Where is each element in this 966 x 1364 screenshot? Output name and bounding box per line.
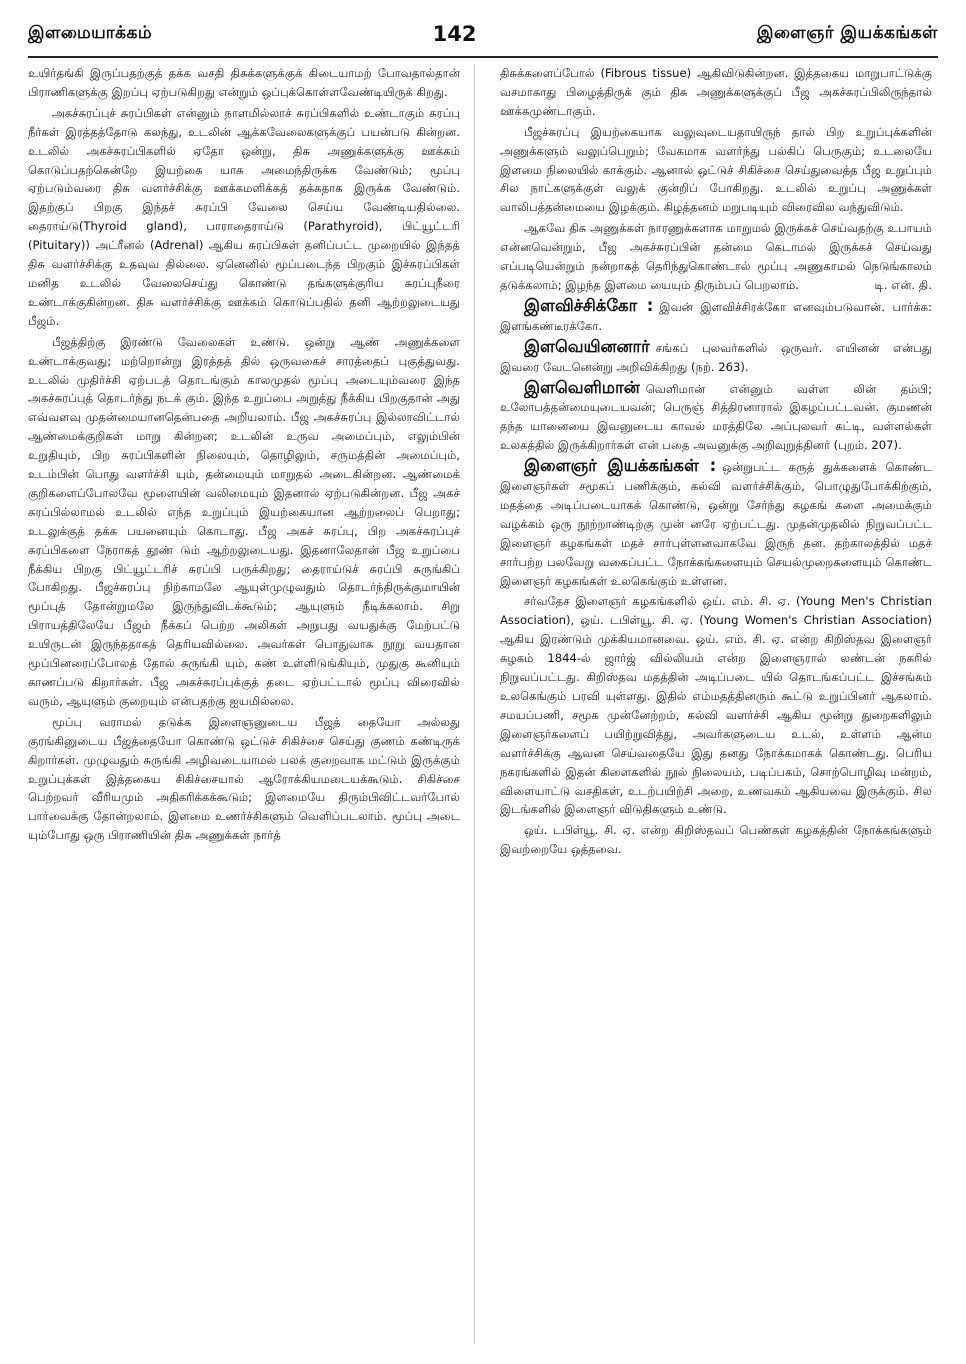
running-head-right: இளைஞர் இயக்கங்கள் <box>757 23 938 43</box>
paragraph: அகச்சுரப்புச் சுரப்பிகள் என்னும் நாளமில்லாச் சுரப்பிகளில் உண்டாகும் சுரப்பு நீர்கள் இரத்தத்தோடு கலந்து, உடலின் ஆக்கவேலைகளுக்குப் பயன்படு கின்றன. உடலில் அகச்சுரப்பிகளில் ஏதோ ஒன்று, திசு அணுக்களுக்கு ஊக்கம் கொடுப்பதற்கென்றே இயற்கை யாக அமைந்திருக்க வேண்டும்; மூப்பு ஏற்படும்வரை திசு வளர்ச்சிக்கு ஊக்கமளிக்கத் தக்கதாக இருக்க வேண்டும். இதற்குப் பிறகு இந்தச் சுரப்பி வேலை செய்ய வேண்டியதில்லை. தைராய்டு(Thyroid gland), பாராதைராய்டு (Parathyroid), பிட்யூட்டரி (Pituitary)) அட்ரீனல் (Adrenal) ஆகிய சுரப்பிகள் தனிப்பட்ட முறையில் இந்தத் திசு வளர்ச்சிக்கு உதவுவ தில்லை. ஏனெனில் மூப்படைந்த பிறகும் இச்சுரப்பிகள் மனித உடலில் வேலைசெய்து கொண்டு தங்களுக்குரிய சுரப்புநீரை உண்டாக்குகின்றன. திசு வளர்ச்சிக்கு ஊக்கம் கொடுப்பதில் தனி ஆற்றலுடையது பீஜம். <box>28 105 460 328</box>
paragraph: சர்வதேச இளைஞர் கழகங்களில் ஒய். எம். சி. ஏ. (Young Men's Christian Association), ஒய். டபிள்யூ. சி. ஏ. (Young Women's Christian Association) ஆகிய இரண்டும் முக்கியமானவை. ஒய். எம். சி. ஏ. என்ற கிறிஸ்தவ இளைஞர் கழகம் 1844-ல் ஜார்ஜ் வில்லியம் என்ற இளைஞரால் லண்டன் நகரில் நிறுவப்பட்டது. கிறிஸ்தவ மதத்தின் அடிப்படை யில் தொடங்கப்பட்ட இச்சங்கம் உலகெங்கும் பரவி யுள்ளது. இதில் எம்மதத்தினரும் கூட்டு உறுப்பினர் ஆகலாம். சமயப்பணி, சமூக முன்னேற்றம், கல்வி வளர்ச்சி ஆகிய மூன்று துறைகளிலும் இளைஞர்களைப் பயிற்றுவித்து, அவர்களுடைய உடல், உள்ளம் ஆன்ம வளர்ச்சிக்கு ஆவன செய்வதையே இது தனது நோக்கமாகக் கொண்டது. பெரிய நகரங்களில் இதன் கிளைகளில் நூல் நிலையம், படிப்பகம், சொற்பொழிவு மன்றம், விளையாட்டு வசதிகள், உடற்பயிற்சி அறை, உணவகம் ஆகியவை இருக்கும். சில இடங்களில் இளைஞர் விடுதிகளும் உண்டு. <box>500 594 932 817</box>
entry-body: இவன் இளவிச்சிரக்கோ எனவும்படுவான். பார்க்க: இளங்கண்டீரக்கோ. <box>500 299 932 333</box>
paragraph-text: ஆகவே திசு அணுக்கள் நாரணுக்களாக மாறுமல் இருக்கச் செய்வதற்கு உபாயம் என்னவென்றும், பீஜ அகச்சுரப்பின் தன்மை கெடாமல் இருக்கச் செய்வது எப்படியென்றும் நன்றாகத் தெரிந்துகொண்டால் மூப்பு அணுகாமல் நெடுங்காலம் தடுக்கலாம்; இழந்த இளமை யையும் திரும்பப் பெறலாம். <box>500 221 932 292</box>
paragraph: ஒய். டபிள்யூ. சி. ஏ. என்ற கிறிஸ்தவப் பெண்கள் கழகத்தின் நோக்கங்களும் இவற்றையே ஒத்தவை. <box>500 823 932 857</box>
entry-headword: இளவெளிமான் <box>524 377 640 397</box>
left-column <box>28 64 460 1354</box>
page-number: 142 <box>432 22 477 46</box>
paragraph: மூப்பு வராமல் தடுக்க இளைஞனுடைய பீஜத் தையோ அல்லது குரங்கினுடைய பீஜத்தையோ கொண்டு ஒட்டுச் சிகிச்சை செய்து குணம் கண்டிருக் கிறார்கள். முழுவதும் சுருங்கி அழிவடையாமல் பலக் குறைவாக மட்டும் இருக்கும் உறுப்புக்கள் இத்தகைய சிகிச்சையால் ஆரோக்கியமடையக்கூடும். சிகிச்சை பெற்றவர் வீரியமும் அதிகரிக்கக்கூடும்; இளமையே திரும்பிவிட்டவர்போல் பார்வைக்கு தோன்றலாம். இளமை உணர்ச்சிகளும் வெளிப்படலாம். மூப்பு அடை யும்போது ஒரு பிராணியின் திசு அணுக்கள் நார்த் <box>28 714 460 843</box>
entry-body: வெளிமான் என்னும் வள்ள லின் தம்பி; உலோபத்தன்மையுடையவன்; பெருஞ் சித்திரனாரால் இகழப்பட்டவன். குமணன் தந்த யானையை இவனுடைய காவல் மரத்திலே அப்புலவர் கட்டி, வள்ளல்கள் உலகத்தில் இருக்கிறார்கள் என் பதை அவனுக்கு அறிவுறுத்தினர் (புறம். 207). <box>500 381 932 453</box>
entry-ilavichikko <box>500 297 932 336</box>
paragraph: உயிர்தங்கி இருப்பதற்குத் தக்க வசதி திசுக்களுக்குக் கிடையாமற் போவதால்தான் பிராணிகளுக்கு இறப்பு ஏற்படுகிறது என்றும் ஒப்புக்கொள்ளவேண்டியிருக் கிறது. <box>28 66 460 99</box>
entry-ilaveyinanar <box>500 338 932 377</box>
entry-body: ஒன்றுபட்ட கருத் துக்களைக் கொண்ட இளைஞர்கள் சமூகப் பணிக்கும், கல்வி வளர்ச்சிக்கும், பொழுதுபோக்கிற்கும், மதத்தை அடிப்படையாகக் கொண்டு, ஒன்று சேர்ந்து கழகங் களை அமைக்கும் வழக்கம் ஒரு நூற்றாண்டிற்கு முன் னரே ஏற்பட்டது. முதன்முதலில் நிறுவப்பட்ட இளைஞர் கழகங்கள் மதச் சார்புள்ளனவாகவே இருந் தன. தற்காலத்தில் மதச் சார்பற்ற பலவேறு வகைப்பட்ட நோக்கங்களையும் செயல்முறைகளையும் கொண்ட இளைஞர் கழகங்கள் உலகெங்கும் உள்ளன. <box>500 460 932 588</box>
right-column <box>500 64 932 1354</box>
entry-headword: இளவிச்சிக்கோ : <box>524 295 654 315</box>
entry-headword: இளவெயினனார் <box>524 336 650 356</box>
entry-youth-movements <box>500 457 932 590</box>
entry-body: சங்கப் புலவர்களில் ஒருவர். எயினன் என்பது இவரை வேடனென்று அறிவிக்கிறது (நற். 263). <box>500 340 932 374</box>
entry-ilavelimaan <box>500 379 932 456</box>
author-signature: டி. என். தி. <box>874 277 932 292</box>
entry-headword: இளைஞர் இயக்கங்கள் : <box>524 456 717 476</box>
paragraph <box>500 219 932 295</box>
paragraph: பீஜத்திற்கு இரண்டு வேலைகள் உண்டு. ஒன்று ஆண் அணுக்களை உண்டாக்குவது; மற்றொன்று இரத்தத் தில் ஒருவகைச் சாரத்தைப் புகுத்துவது. உடலில் முதிர்ச்சி ஏற்படத் தொடங்கும் காலமுதல் மூப்பு அடையும்வரை இந்த அகச்சுரப்புத் தொடர்ந்து நடக் கும். இந்த உறுப்பை அறுத்து நீக்கிய பிறகுதான் அது எவ்வளவு முதன்மையானதென்பதை அறியலாம். பீஜ அகச்சுரப்பு இல்லாவிட்டால் ஆண்மைக்குறிகள் மாறு கின்றன; உடலின் உருவ அமைப்பும், எலும்பின் உறுதியும், பிற சுரப்பிகளின் நிலையும், தொழிலும், சருமத்தின் அமைப்பும், உடம்பின் பொது வளர்ச்சி யும், தன்மையும் மாறுதல் அடைகின்றன. ஆண்மைக் குறிகளைப்போலவே மூளையின் வலிமையும் இதனால் ஏற்படுகின்றன. பீஜ அகச் சுரப்பில்லாமல் உடலில் எந்த உறுப்பும் இயற்கையான ஆற்றலைப் பெறாது; உடலுக்குத் தக்க பயனையும் கொடாது. பீஜ அகச் சுரப்பு, பிற அகச்சுரப்புச் சுரப்பிகளை நேராகத் தூண் டும் ஆற்றலுடையது. இதனாலேதான் பீஜ உறுப்பை நீக்கிய பிறகு பிட்யூட்டரிச் சுரப்பி பருக்கிறது; தைராய்டுச் சுரப்பி சுருங்கிப் போகிறது. பீஜச்சுரப்பு நிற்காமலே ஆயுள்முழுவதும் தொடர்ந்திருக்குமாயின் மூப்புத் தோன்றுமலே இருந்துவிடக்கூடும்; ஆயுளும் நீடிக்கலாம். சிறு பிராயத்திலேயே பீஜம் நீக்கப் பெற்ற அலிகள் அறுபது வயதுக்கு மேற்பட்டு உயிருடன் இருந்ததாகத் தெரியவில்லை. அவர்கள் பொதுவாக நூறு வயதான மூப்பினரைப்போலத் தோல் சுருங்கி யும், கண் உள்ளிடுங்கியும், முதுகு கூனியும் காணப்படு கிறார்கள். பீஜ அகச்சுரப்புக்குத் தடை ஏற்பட்டால் மூப்பு விரைவில் வரும், ஆயுளும் குறையும் என்பதற்கு ஐயமில்லை. <box>28 334 460 708</box>
running-head-left: இளமையாக்கம் <box>28 23 153 43</box>
paragraph: பீஜச்சுரப்பு இயற்கையாக வலுவுடையதாயிருந் தால் பிற உறுப்புக்களின் அணுக்களும் வலுப்பெறும்; வேகமாக வளர்ந்து பல்கிப் பெருகும்; உடலையே இளமை நிலையில் காக்கும். ஆனால் ஒட்டுச் சிகிச்சை செய்துவைத்த பீஜ உறுப்பும் சில நாட்களுக்குள் வலுக் குன்றிப் போகிறது. உடலில் உறுப்பு அணுக்கள் வாலிபத்தன்மையை இழக்கும். கிழத்தனம் மறுபடியும் விரைவில வந்துவிடும். <box>500 124 932 215</box>
header-rule <box>28 56 938 58</box>
page-header <box>28 14 938 54</box>
paragraph: திசுக்களைப்போல் (Fibrous tissue) ஆகிவிடுகின்றன. இத்தகைய மாறுபாட்டுக்கு வசமாகாது பிழைத்திருக் கும் திசு அணுக்களுக்குப் பீஜ அகச்சுரப்பிலிருந்தால் ஊக்கமுண்டாகும். <box>500 66 932 118</box>
column-divider <box>474 64 475 1344</box>
